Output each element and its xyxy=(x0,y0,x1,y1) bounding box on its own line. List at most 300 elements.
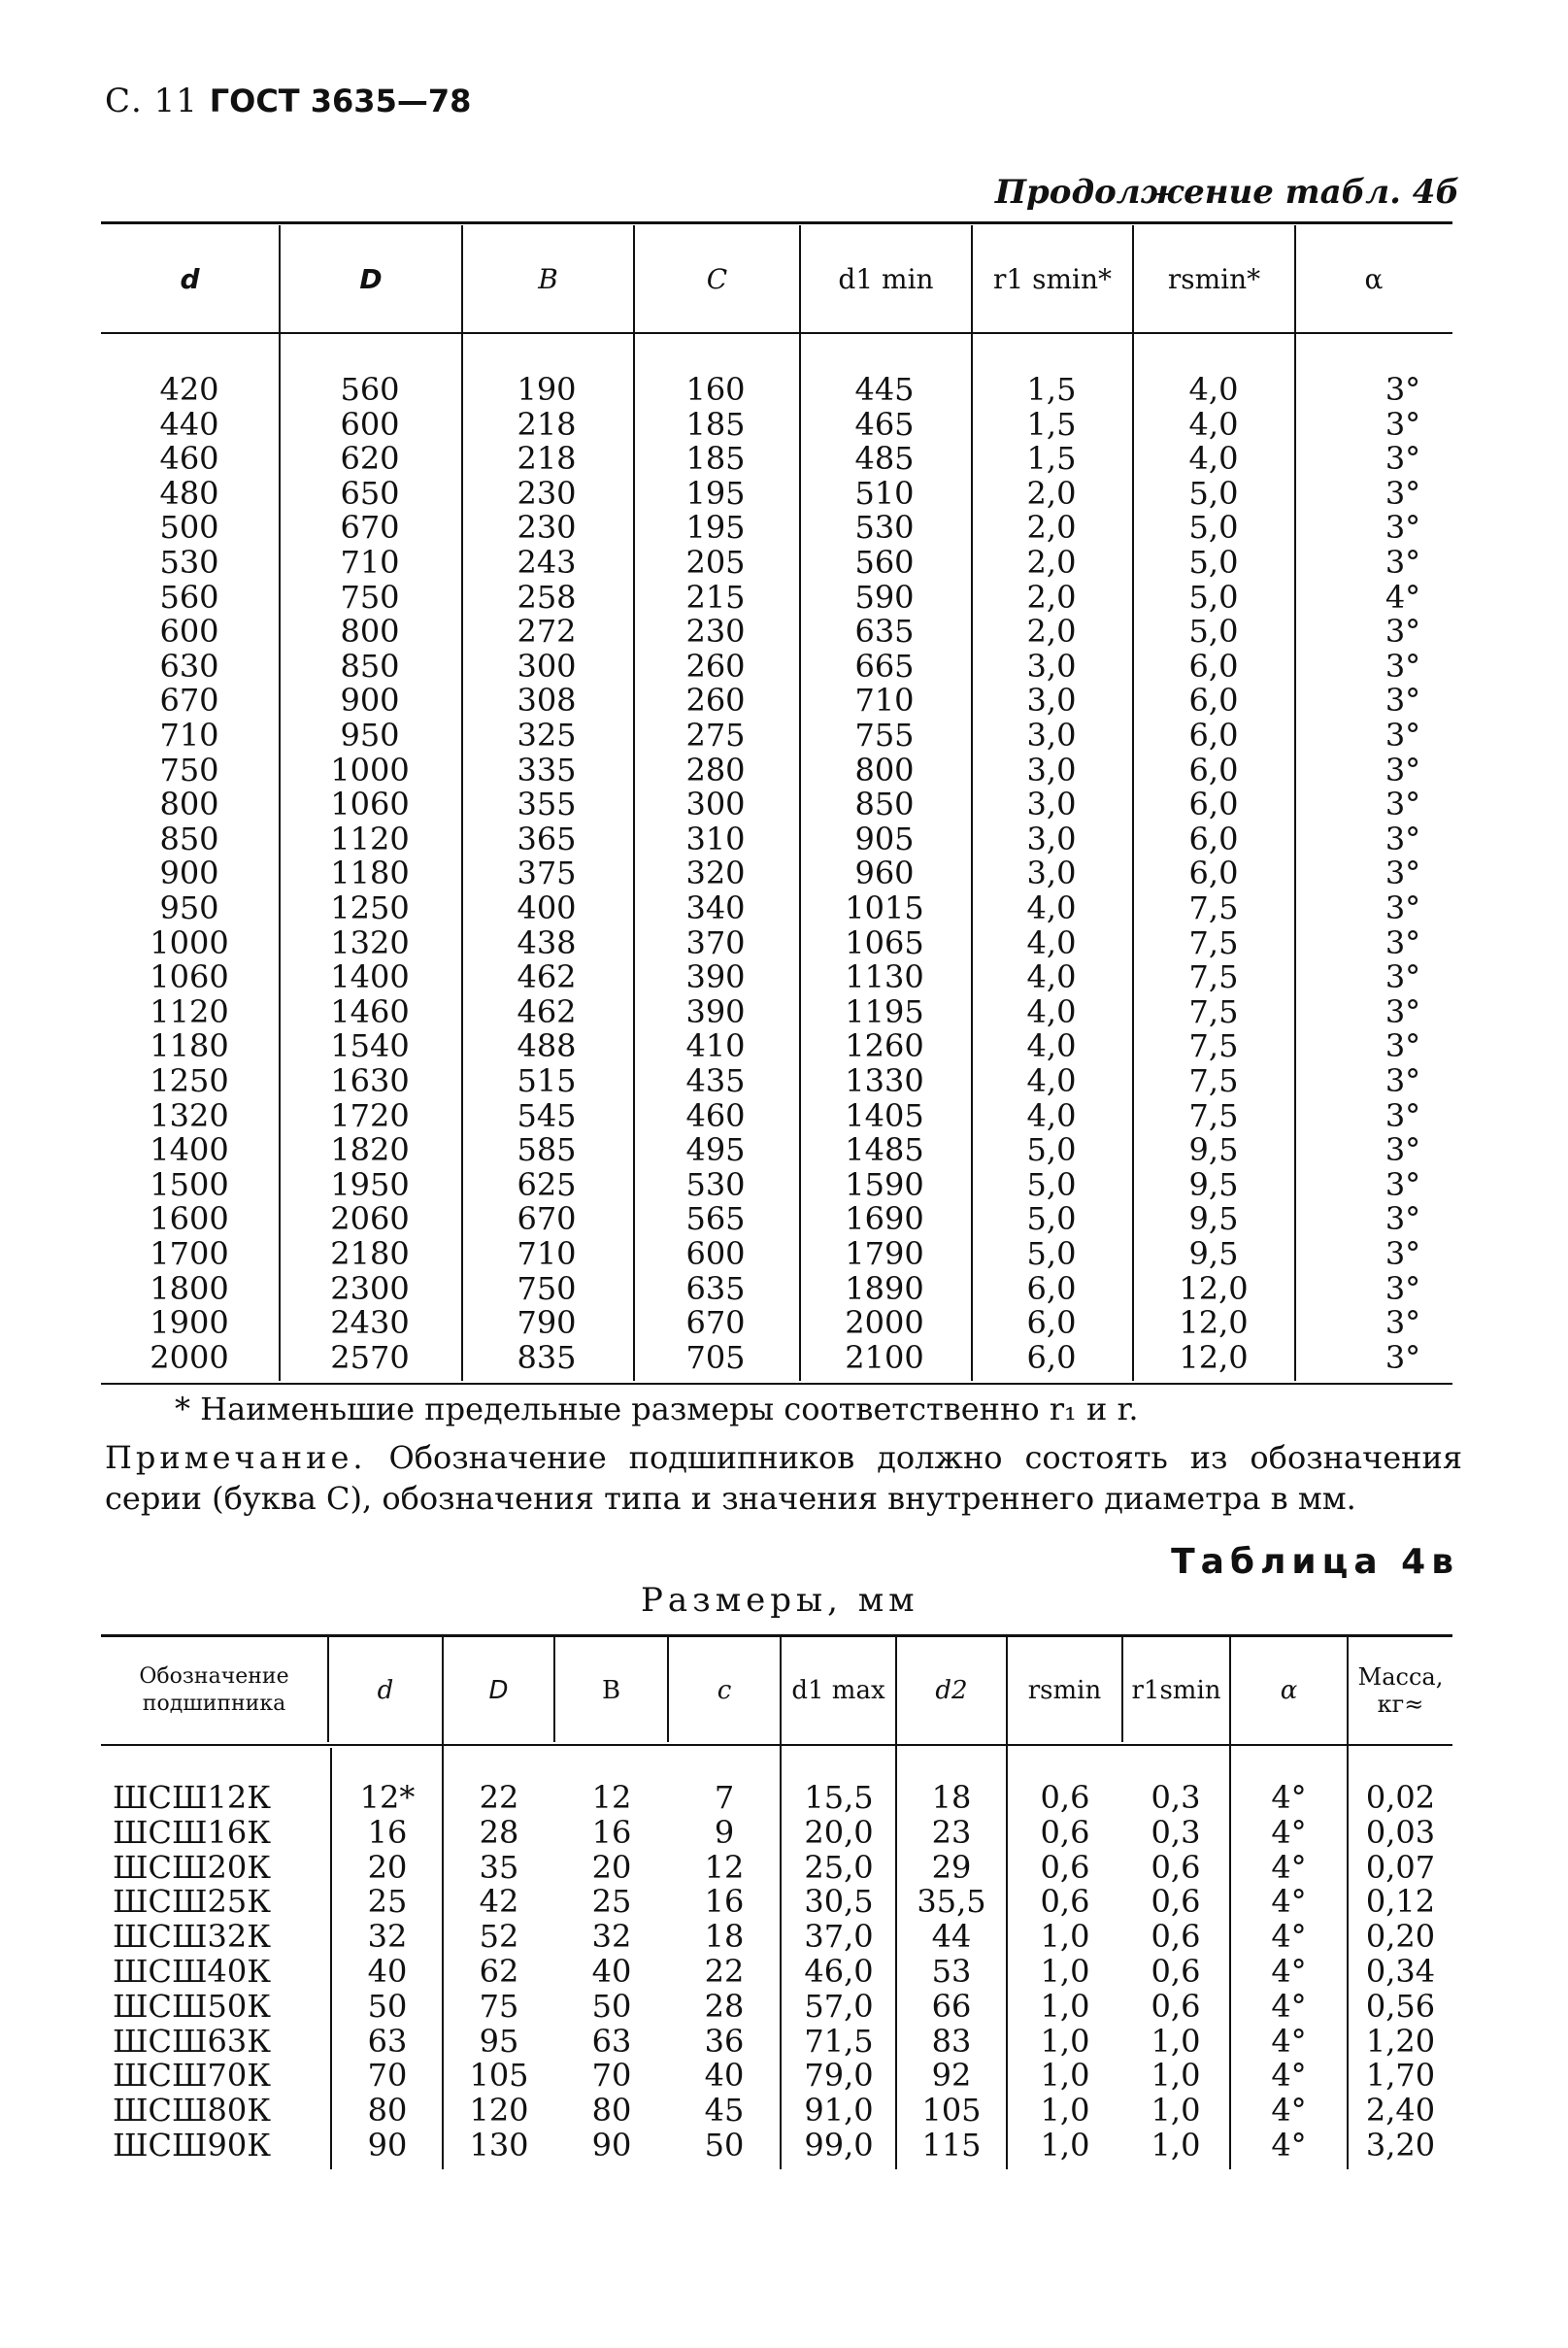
table-cell: 1,5 xyxy=(1026,440,1077,478)
table-cell: 1120 xyxy=(150,992,229,1030)
table-cell: 36 xyxy=(704,2022,745,2060)
table-row xyxy=(0,2059,1568,2094)
table-cell: 0,6 xyxy=(1040,1883,1090,1921)
table-cell: 44 xyxy=(931,1918,972,1956)
table-cell: 5,0 xyxy=(1188,613,1239,651)
table-cell: 40 xyxy=(591,1953,632,1990)
table-header-rule xyxy=(101,332,1452,334)
column-header-rsmin: rsmin xyxy=(1027,1676,1102,1705)
table-cell: 7,5 xyxy=(1188,923,1239,961)
table-cell: 215 xyxy=(685,578,746,616)
table-cell: 800 xyxy=(854,751,915,788)
table-cell: 5,0 xyxy=(1026,1200,1077,1238)
table-cell: 90 xyxy=(591,2127,632,2164)
table-cell: 600 xyxy=(685,1235,746,1272)
table-cell: 75 xyxy=(479,1987,519,2025)
table-cell: 4,0 xyxy=(1188,405,1239,443)
table-cell: 850 xyxy=(159,820,219,857)
table-cell: 4° xyxy=(1271,2092,1307,2130)
table-cell: 3° xyxy=(1385,682,1421,720)
table-cell: 7,5 xyxy=(1188,1062,1239,1099)
table-cell: 0,20 xyxy=(1365,1918,1436,1956)
table-cell: 5,0 xyxy=(1188,544,1239,581)
column-header-d: d xyxy=(180,262,200,295)
table-cell: 4,0 xyxy=(1026,923,1077,961)
column-header-rsmin: rsmin* xyxy=(1167,262,1261,295)
table-row xyxy=(0,1237,1568,1272)
table-cell: 12,0 xyxy=(1179,1304,1249,1342)
bearing-designation: ШСШ63К xyxy=(113,2022,271,2060)
column-header-r1-smin: r1 smin* xyxy=(992,262,1112,295)
table-cell: 900 xyxy=(159,855,219,892)
table-cell: 3,0 xyxy=(1026,820,1077,857)
table-row xyxy=(0,822,1568,857)
table-cell: 3° xyxy=(1385,958,1421,996)
table-cell: 545 xyxy=(517,1096,577,1134)
table-cell: 300 xyxy=(517,647,577,685)
note-text: Обозначение подшипников должно состоять из обозначения серии (буква С), обозначения типа и значения внутреннего диаметра в мм. xyxy=(105,1439,1463,1517)
table-cell: 9,5 xyxy=(1188,1200,1239,1238)
table-cell: 355 xyxy=(517,786,577,823)
table-cell: 320 xyxy=(685,855,746,892)
table-cell: 3° xyxy=(1385,1338,1421,1376)
table-cell: 20,0 xyxy=(804,1813,874,1851)
table-cell: 1800 xyxy=(150,1269,229,1307)
table-cell: 1060 xyxy=(330,786,410,823)
table-cell: 900 xyxy=(340,682,400,720)
table-cell: 5,0 xyxy=(1188,578,1239,616)
bearing-designation: ШСШ40К xyxy=(113,1953,271,1990)
table-cell: 1260 xyxy=(845,1027,924,1065)
table-cell: 2,0 xyxy=(1026,613,1077,651)
table-row xyxy=(0,992,1568,1030)
table-cell: 1,5 xyxy=(1026,405,1077,443)
table-cell: 310 xyxy=(685,820,746,857)
table-cell: 1,0 xyxy=(1040,1953,1090,1990)
table-cell: 625 xyxy=(517,1165,577,1203)
table-cell: 40 xyxy=(367,1953,408,1990)
column-header-designation: Обозначение подшипника xyxy=(139,1664,289,1716)
table-cell: 6,0 xyxy=(1188,855,1239,892)
table-row xyxy=(0,511,1568,546)
bearing-designation: ШСШ90К xyxy=(113,2127,271,2164)
table-cell: 1,70 xyxy=(1365,2057,1436,2095)
table-cell: 120 xyxy=(469,2092,529,2130)
table-cell: 66 xyxy=(931,1987,972,2025)
table-cell: 905 xyxy=(854,820,915,857)
table-cell: 600 xyxy=(340,405,400,443)
table-cell: 6,0 xyxy=(1188,786,1239,823)
table-cell: 670 xyxy=(340,509,400,547)
table-row xyxy=(0,1813,1568,1851)
table-cell: 30,5 xyxy=(804,1883,874,1921)
table-cell: 160 xyxy=(685,371,746,408)
table-cell: 130 xyxy=(469,2127,529,2164)
table-cell: 0,3 xyxy=(1151,1779,1201,1816)
table-cell: 1060 xyxy=(150,958,229,996)
table-cell: 750 xyxy=(159,751,219,788)
table-cell: 20 xyxy=(367,1848,408,1886)
table-cell: 71,5 xyxy=(804,2022,874,2060)
table-bottom-rule xyxy=(101,1383,1452,1385)
table-cell: 1890 xyxy=(845,1269,924,1307)
table-cell: 1950 xyxy=(330,1165,410,1203)
table-cell: 28 xyxy=(479,1813,519,1851)
table-row xyxy=(0,405,1568,443)
table-row xyxy=(0,474,1568,512)
table-cell: 3° xyxy=(1385,1062,1421,1099)
table-cell: 1900 xyxy=(150,1304,229,1342)
table-cell: 1250 xyxy=(330,889,410,926)
table-cell: 670 xyxy=(685,1304,746,1342)
table-cell: 4° xyxy=(1271,1779,1307,1816)
table-cell: 950 xyxy=(340,717,400,754)
table-cell: 2100 xyxy=(845,1338,924,1376)
table-cell: 90 xyxy=(367,2127,408,2164)
table-row xyxy=(0,2094,1568,2129)
table-cell: 635 xyxy=(854,613,915,651)
table-cell: 2570 xyxy=(330,1338,410,1376)
table-row xyxy=(0,719,1568,754)
table-cell: 4,0 xyxy=(1026,992,1077,1030)
table-cell: 3° xyxy=(1385,923,1421,961)
table-cell: 750 xyxy=(517,1269,577,1307)
table-cell: 62 xyxy=(479,1953,519,1990)
table-cell: 5,0 xyxy=(1026,1235,1077,1272)
table-cell: 195 xyxy=(685,474,746,512)
table-cell: 12,0 xyxy=(1179,1338,1249,1376)
table-row xyxy=(0,1269,1568,1307)
table-cell: 0,6 xyxy=(1040,1779,1090,1816)
table-cell: 375 xyxy=(517,855,577,892)
table-cell: 28 xyxy=(704,1987,745,2025)
table-cell: 488 xyxy=(517,1027,577,1065)
table-cell: 530 xyxy=(685,1165,746,1203)
table-cell: 480 xyxy=(159,474,219,512)
table-cell: 530 xyxy=(159,544,219,581)
table-cell: 3,0 xyxy=(1026,751,1077,788)
table-cell: 25,0 xyxy=(804,1848,874,1886)
table-row xyxy=(0,960,1568,995)
table-cell: 790 xyxy=(517,1304,577,1342)
table-cell: 185 xyxy=(685,405,746,443)
table-cell: 115 xyxy=(921,2127,982,2164)
table-cell: 1130 xyxy=(845,958,924,996)
table-cell: 4° xyxy=(1271,1987,1307,2025)
table-cell: 185 xyxy=(685,440,746,478)
table-cell: 25 xyxy=(591,1883,632,1921)
table-cell: 585 xyxy=(517,1131,577,1169)
table-cell: 1540 xyxy=(330,1027,410,1065)
table-cell: 2,0 xyxy=(1026,578,1077,616)
table-4v-title: Таблица 4в xyxy=(1171,1542,1459,1582)
table-cell: 42 xyxy=(479,1883,519,1921)
table-cell: 440 xyxy=(159,405,219,443)
table-cell: 670 xyxy=(517,1200,577,1238)
table-cell: 4° xyxy=(1271,1883,1307,1921)
table-cell: 272 xyxy=(517,613,577,651)
table-row xyxy=(0,1202,1568,1237)
column-header-C: C xyxy=(706,262,728,295)
table-cell: 6,0 xyxy=(1188,682,1239,720)
table-cell: 1690 xyxy=(845,1200,924,1238)
table-cell: 400 xyxy=(517,889,577,926)
table-cell: 1460 xyxy=(330,992,410,1030)
table-row xyxy=(0,1029,1568,1064)
column-header-alpha: α xyxy=(1364,262,1384,295)
table-cell: 195 xyxy=(685,509,746,547)
table-cell: 3,0 xyxy=(1026,647,1077,685)
table-cell: 5,0 xyxy=(1026,1131,1077,1169)
table-cell: 445 xyxy=(854,371,915,408)
table-cell: 45 xyxy=(704,2092,745,2130)
table-cell: 260 xyxy=(685,682,746,720)
table-cell: 95 xyxy=(479,2022,519,2060)
table-cell: 1180 xyxy=(330,855,410,892)
bearing-designation: ШСШ32К xyxy=(113,1918,271,1956)
table-cell: 53 xyxy=(931,1953,972,1990)
table-cell: 0,02 xyxy=(1365,1779,1436,1816)
table-cell: 370 xyxy=(685,923,746,961)
table-cell: 52 xyxy=(479,1918,519,1956)
table-cell: 635 xyxy=(685,1269,746,1307)
table-cell: 83 xyxy=(931,2022,972,2060)
table-cell: 4° xyxy=(1271,2057,1307,2095)
table-cell: 1,0 xyxy=(1040,2127,1090,2164)
table-cell: 710 xyxy=(340,544,400,581)
table-cell: 32 xyxy=(367,1918,408,1956)
table-row xyxy=(0,1338,1568,1376)
table-cell: 260 xyxy=(685,647,746,685)
table-cell: 3° xyxy=(1385,405,1421,443)
table-cell: 3,0 xyxy=(1026,855,1077,892)
table-cell: 1700 xyxy=(150,1235,229,1272)
bearing-designation: ШСШ25К xyxy=(113,1883,271,1921)
table-cell: 5,0 xyxy=(1188,474,1239,512)
table-cell: 0,03 xyxy=(1365,1813,1436,1851)
table-cell: 0,34 xyxy=(1365,1953,1436,1990)
table-cell: 7,5 xyxy=(1188,1096,1239,1134)
table-cell: 750 xyxy=(340,578,400,616)
table-cell: 800 xyxy=(340,613,400,651)
table-cell: 3° xyxy=(1385,474,1421,512)
table-cell: 70 xyxy=(591,2057,632,2095)
table-cell: 1,5 xyxy=(1026,371,1077,408)
table-cell: 6,0 xyxy=(1188,647,1239,685)
table-cell: 515 xyxy=(517,1062,577,1099)
table-cell: 2430 xyxy=(330,1304,410,1342)
table-cell: 460 xyxy=(159,440,219,478)
table-cell: 365 xyxy=(517,820,577,857)
table-cell: 3° xyxy=(1385,1131,1421,1169)
table-cell: 1500 xyxy=(150,1165,229,1203)
table-cell: 950 xyxy=(159,889,219,926)
table-cell: 4° xyxy=(1271,1953,1307,1990)
table-cell: 3° xyxy=(1385,1027,1421,1065)
table-cell: 308 xyxy=(517,682,577,720)
table-cell: 435 xyxy=(685,1062,746,1099)
table-cell: 1195 xyxy=(845,992,924,1030)
table-cell: 3° xyxy=(1385,820,1421,857)
table-cell: 37,0 xyxy=(804,1918,874,1956)
table-cell: 7,5 xyxy=(1188,958,1239,996)
table-cell: 32 xyxy=(591,1918,632,1956)
table-cell: 462 xyxy=(517,992,577,1030)
table-cell: 705 xyxy=(685,1338,746,1376)
table-cell: 2000 xyxy=(845,1304,924,1342)
table-cell: 105 xyxy=(469,2057,529,2095)
table-cell: 800 xyxy=(159,786,219,823)
table-row xyxy=(0,1885,1568,1920)
table-cell: 1,0 xyxy=(1040,2057,1090,2095)
table-row xyxy=(0,1920,1568,1955)
table-cell: 1180 xyxy=(150,1027,229,1065)
table-cell: 2,0 xyxy=(1026,509,1077,547)
table-row xyxy=(0,891,1568,926)
table-cell: 35,5 xyxy=(917,1883,986,1921)
table-cell: 565 xyxy=(685,1200,746,1238)
table-cell: 560 xyxy=(854,544,915,581)
table-cell: 0,3 xyxy=(1151,1813,1201,1851)
table-cell: 0,56 xyxy=(1365,1987,1436,2025)
table-cell: 92 xyxy=(931,2057,972,2095)
bearing-designation: ШСШ20К xyxy=(113,1848,271,1886)
table-cell: 2000 xyxy=(150,1338,229,1376)
table-cell: 1720 xyxy=(330,1096,410,1134)
table-cell: 6,0 xyxy=(1026,1304,1077,1342)
table-cell: 1,20 xyxy=(1365,2022,1436,2060)
table-cell: 1485 xyxy=(845,1131,924,1169)
table-cell: 300 xyxy=(685,786,746,823)
table-cell: 7,5 xyxy=(1188,992,1239,1030)
table-cell: 390 xyxy=(685,958,746,996)
table-row xyxy=(0,684,1568,719)
table-row xyxy=(0,578,1568,616)
table-cell: 80 xyxy=(591,2092,632,2130)
table-cell: 258 xyxy=(517,578,577,616)
table-cell: 91,0 xyxy=(804,2092,874,2130)
table-cell: 23 xyxy=(931,1813,972,1851)
table-cell: 0,6 xyxy=(1151,1883,1201,1921)
table-cell: 4,0 xyxy=(1188,371,1239,408)
table-cell: 15,5 xyxy=(804,1779,874,1816)
table-cell: 230 xyxy=(517,474,577,512)
table-cell: 4° xyxy=(1385,578,1421,616)
column-header-D: D xyxy=(359,262,383,295)
table-cell: 22 xyxy=(704,1953,745,1990)
table-cell: 1,0 xyxy=(1151,2022,1201,2060)
table-cell: 16 xyxy=(367,1813,408,1851)
table-cell: 3° xyxy=(1385,855,1421,892)
table-row xyxy=(0,2129,1568,2164)
table-cell: 4,0 xyxy=(1026,1027,1077,1065)
bearing-designation: ШСШ70К xyxy=(113,2057,271,2095)
table-cell: 485 xyxy=(854,440,915,478)
table-row xyxy=(0,1165,1568,1203)
table-cell: 6,0 xyxy=(1188,820,1239,857)
table-cell: 50 xyxy=(367,1987,408,2025)
table-cell: 460 xyxy=(685,1096,746,1134)
table-cell: 835 xyxy=(517,1338,577,1376)
table-cell: 1590 xyxy=(845,1165,924,1203)
table-row xyxy=(0,1781,1568,1816)
table-cell: 70 xyxy=(367,2057,408,2095)
table-cell: 29 xyxy=(931,1848,972,1886)
table-row xyxy=(0,1133,1568,1168)
table-cell: 335 xyxy=(517,751,577,788)
table-cell: 40 xyxy=(704,2057,745,2095)
table-cell: 2,40 xyxy=(1365,2092,1436,2130)
table-cell: 5,0 xyxy=(1188,509,1239,547)
table-cell: 1820 xyxy=(330,1131,410,1169)
table-row xyxy=(0,1096,1568,1134)
table-cell: 3° xyxy=(1385,1096,1421,1134)
table-cell: 6,0 xyxy=(1026,1338,1077,1376)
table-cell: 46,0 xyxy=(804,1953,874,1990)
note xyxy=(105,1437,1462,1519)
column-header-c: c xyxy=(717,1676,732,1705)
table-cell: 6,0 xyxy=(1188,717,1239,754)
column-header-alpha: α xyxy=(1280,1676,1298,1705)
table-cell: 465 xyxy=(854,405,915,443)
table-cell: 0,6 xyxy=(1151,1918,1201,1956)
table-cell: 16 xyxy=(704,1883,745,1921)
table-cell: 1400 xyxy=(330,958,410,996)
table-cell: 4,0 xyxy=(1026,958,1077,996)
table-cell: 340 xyxy=(685,889,746,926)
table-top-rule xyxy=(101,221,1452,224)
column-header-d2: d2 xyxy=(935,1676,968,1705)
table-cell: 3,0 xyxy=(1026,682,1077,720)
table-cell: 63 xyxy=(367,2022,408,2060)
table-cell: 1000 xyxy=(150,923,229,961)
table-cell: 9 xyxy=(714,1813,735,1851)
page-header xyxy=(105,82,471,120)
table-cell: 0,6 xyxy=(1040,1848,1090,1886)
table-cell: 1,0 xyxy=(1040,1918,1090,1956)
table-cell: 7,5 xyxy=(1188,1027,1239,1065)
table-cell: 1,0 xyxy=(1040,1987,1090,2025)
table-cell: 50 xyxy=(704,2127,745,2164)
table-cell: 325 xyxy=(517,717,577,754)
table-cell: 12* xyxy=(359,1779,416,1816)
table-row xyxy=(0,1064,1568,1099)
table-cell: 63 xyxy=(591,2022,632,2060)
table-cell: 12 xyxy=(704,1848,745,1886)
table-cell: 1330 xyxy=(845,1062,924,1099)
table-row xyxy=(0,1848,1568,1886)
table-continuation-caption: Продолжение табл. 4б xyxy=(994,173,1459,212)
table-cell: 1,0 xyxy=(1151,2092,1201,2130)
table-cell: 0,6 xyxy=(1151,1987,1201,2025)
table-cell: 600 xyxy=(159,613,219,651)
table-cell: 3,20 xyxy=(1365,2127,1436,2164)
table-cell: 1,0 xyxy=(1040,2092,1090,2130)
table-cell: 9,5 xyxy=(1188,1235,1239,1272)
table-row xyxy=(0,1306,1568,1341)
table-cell: 275 xyxy=(685,717,746,754)
table-row xyxy=(0,546,1568,581)
table-cell: 218 xyxy=(517,405,577,443)
table-cell: 0,07 xyxy=(1365,1848,1436,1886)
column-header-r1smin: r1smin xyxy=(1131,1676,1221,1705)
table-cell: 230 xyxy=(685,613,746,651)
table-row xyxy=(0,1955,1568,1990)
table-cell: 1630 xyxy=(330,1062,410,1099)
table-cell: 3° xyxy=(1385,509,1421,547)
table-4v-subtitle: Размеры, мм xyxy=(641,1581,919,1620)
table-cell: 3° xyxy=(1385,1304,1421,1342)
